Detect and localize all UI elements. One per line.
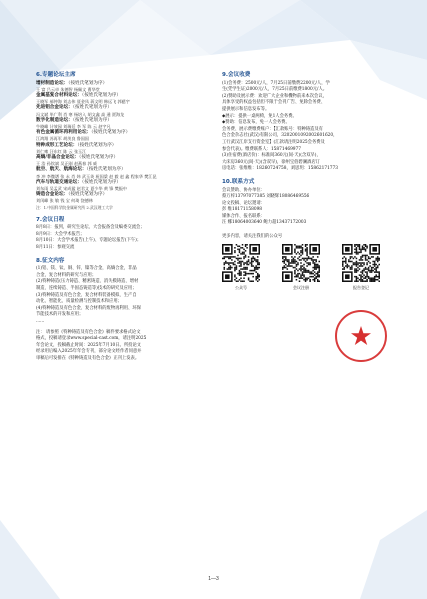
topic-line: (4)特种铸造及有色合金、复合材料的废物再利用、环保 — [36, 305, 141, 311]
note-line: 年会论文，投稿截止时间：2025年7月10日。所投论文 — [36, 342, 142, 348]
schedule-line: 8月8日：报到，研究生论坛、大会报备会及编委交流会； — [36, 225, 145, 231]
forum-chair-names: 李 冲 李微谱 张 永 肖 炜 武玉英 祝国梁 赵 毅 赵 鑫 程家华 樊江昆 — [36, 173, 157, 179]
fee-line: 参会代表)。缴费联系人：15871469977 — [222, 146, 302, 152]
note-line: 格式，投稿请登录www.special-cast.com，请注明2025 — [36, 336, 147, 342]
contact-line: 媒体合作、报名联系： — [222, 213, 265, 219]
section8-heading: 8.征文内容 — [36, 257, 65, 264]
forum-title: 数字化制造论坛：（按姓氏笔划为序） — [36, 117, 112, 123]
forum-chair-names: 王晓军 郝仲海 刘志伟 聂金凤 蒋文明 韩远飞 郭慈宇 — [36, 99, 130, 105]
qr-code-icon — [282, 244, 320, 282]
forum-chair-names: 江鸿翔 苏再军 胡茂良 鲁国国 — [36, 136, 90, 142]
qr-report-registration[interactable] — [342, 244, 380, 291]
qr-wechat[interactable] — [222, 244, 260, 291]
fee-line: 会务费、展示费缴费账户：【汇款账号：特种铸造及有 — [222, 126, 323, 132]
schedule-list — [36, 225, 216, 251]
official-seal-stamp — [334, 309, 388, 363]
forum-title: 铸造合金论坛：（按姓氏笔划为序） — [36, 192, 108, 198]
topic-line: (1)铝、镁、钛、铜、锌、镍等合金，高熵合金，非晶 — [36, 266, 137, 272]
page-number: 1—3 — [208, 576, 219, 582]
topic-line: (3)特种铸造及有色合金、复合材料装备模拟、生产自 — [36, 292, 137, 298]
forum-title: 汽车与轨道交通论坛：（按姓氏笔划为序） — [36, 179, 121, 185]
forum-chair-names: 冯文斌 毕广利 肖 寒 杨培入 胡文鑫 高 通 贾海龙 — [36, 111, 125, 117]
section9-heading: 9.会议收费 — [222, 72, 251, 78]
contact-line: 更多内容，请关注我们的公众号 — [222, 233, 283, 239]
submission-note — [36, 330, 216, 363]
section10-heading: 10.联系方式 — [222, 178, 255, 185]
fee-line: ◆展示：提供一桌两椅，免1人会务费。 — [222, 113, 297, 119]
section6-heading: 6.专题论坛主席 — [36, 72, 76, 78]
contact-line: 汪 娜18064003640 鲍力超13437172003 — [222, 220, 307, 226]
forum-chair-names: 刘东雨 吴孟武 宋成猛 赵君文 夏少华 黄 锋 樊振中 — [36, 186, 127, 192]
fee-line: 房电话：张维维：18260724758，刘思玥：15862171773 — [222, 166, 339, 172]
fee-line: 色合金杂志社(武汉)有限公司，3202001092002601620， — [222, 133, 338, 139]
forum-title: 有色金属循环再利用论坛：（按姓氏笔划为序） — [36, 130, 131, 136]
contact-line: 彭 维18171158098 — [222, 207, 263, 213]
qr-code-icon — [342, 244, 380, 282]
fee-line: 提供展示和信息发布等。 — [222, 106, 270, 112]
topic-line: (2)特种铸造(压力铸造、精密铸造、消失模铸造、增材 — [36, 279, 139, 285]
topic-list — [36, 266, 216, 325]
schedule-line: 8月11日：参观交流 — [36, 245, 75, 251]
fees-text — [222, 81, 392, 173]
forum-title: 特种成形工艺论坛：（按姓氏笔划为序） — [36, 142, 117, 148]
forum-chair-names: 牛晓峰 计效园 刘瑞廷 李 军 陈 云 赵宇凡 — [36, 124, 111, 130]
topic-line: ...... — [36, 318, 45, 324]
qr-caption: 公众号 — [235, 285, 247, 291]
topic-line: 动化、智能化、质量检测与控制技术和应用； — [36, 299, 122, 305]
fee-line: 生(凭学生证)2000元/人，7月25日前缴费1800元/人。 — [222, 87, 328, 93]
schedule-line: 8月9日：大会学术报告； — [36, 231, 85, 237]
fee-line: 大床房360元(间·天)(含双早)，徐州宝佰碧澜酒店订 — [222, 159, 320, 165]
right-column — [222, 72, 392, 291]
forum-chair-names: 刘闰峰 张 敏 钱 宝 何琦 饶德林 — [36, 198, 93, 204]
forum-title: 先进铝合金论坛：（按姓氏笔划为序） — [36, 105, 112, 111]
fee-line: (3)住宿费(酒店价)：标准间360元(间·天)(含双早)， — [222, 153, 321, 159]
qr-code-row — [222, 244, 380, 291]
forum-chair-names: 王 富 吕云卓 朱德智 杨佩文 曹华堂 — [36, 86, 100, 92]
fee-line: 具体享受的权益包括但不限于会刊广告、免除会务费、 — [222, 100, 326, 106]
qr-caption: 报告登记 — [353, 285, 369, 291]
contact-line: 会议赞助、协办单位： — [222, 187, 265, 193]
schedule-line: 8月10日：大会学术报告(上午)、专题论坛报告(下午)； — [36, 238, 142, 244]
contact-text — [222, 188, 392, 241]
qr-caption: 会议注册 — [293, 285, 309, 291]
contact-line — [222, 227, 392, 234]
forum-footnote: 注：1.中国科学院金属研究所 2.武汉理工大学 — [36, 204, 113, 210]
forum-title: 航空、航天、航海论坛：（按姓氏笔划为序） — [36, 167, 126, 173]
forum-list — [36, 81, 216, 205]
fee-line: (1)会务费：2500元/人，7月25日前缴费2200元/人，学 — [222, 80, 330, 86]
forum-title: 增材制造论坛：（按姓氏笔划为序） — [36, 80, 108, 86]
fee-line: (2)赞助及展示费：欢迎广大企业和機物前来本次会议， — [222, 93, 327, 99]
forum-title: 金属基复合材料论坛：（按姓氏笔划为序） — [36, 93, 121, 98]
topic-line: 合金，复合材料的研究与应用； — [36, 272, 97, 278]
topic-line: 制造、连续铸造、半固态铸造等)技术的研究及应用； — [36, 286, 137, 291]
fee-line: 工行武汉江岸支行资金室】(汇款请注明2025会务费及 — [222, 139, 325, 145]
forum-chair-names: 王 浩 孙钦斌 吴正刚 赵燕春 郭 威 — [36, 161, 98, 167]
qr-registration[interactable] — [282, 244, 320, 291]
note-line: 审稿后可发排在《特种铸造及有色合金》正刊上发表。 — [36, 355, 140, 361]
forum-title: 高熵/非晶合金论坛：（按姓氏笔划为序） — [36, 155, 119, 161]
section7-heading: 7.会议日程 — [36, 216, 65, 223]
topic-line: 节能技术的开发和应用； — [36, 312, 84, 318]
note-line: 注： 请参照《特种铸造及有色合金》稿件要求格式论文 — [36, 329, 141, 335]
forum-chair-names: 刘仁雍 汪东红 陈 云 张玉江 — [36, 148, 87, 154]
left-column — [36, 72, 216, 363]
fee-line: ◆赞助：信息发布，免一人会务费。 — [222, 120, 290, 126]
note-line: 经录用后编入2025年年会专刊，部分论文经作者同意并 — [36, 349, 142, 355]
contact-line: 蔡万梓13797077385 刘晓辉18086469556 — [222, 194, 310, 200]
qr-code-icon — [222, 244, 260, 282]
contact-line: 论文投稿、论坛邀请： — [222, 200, 265, 206]
